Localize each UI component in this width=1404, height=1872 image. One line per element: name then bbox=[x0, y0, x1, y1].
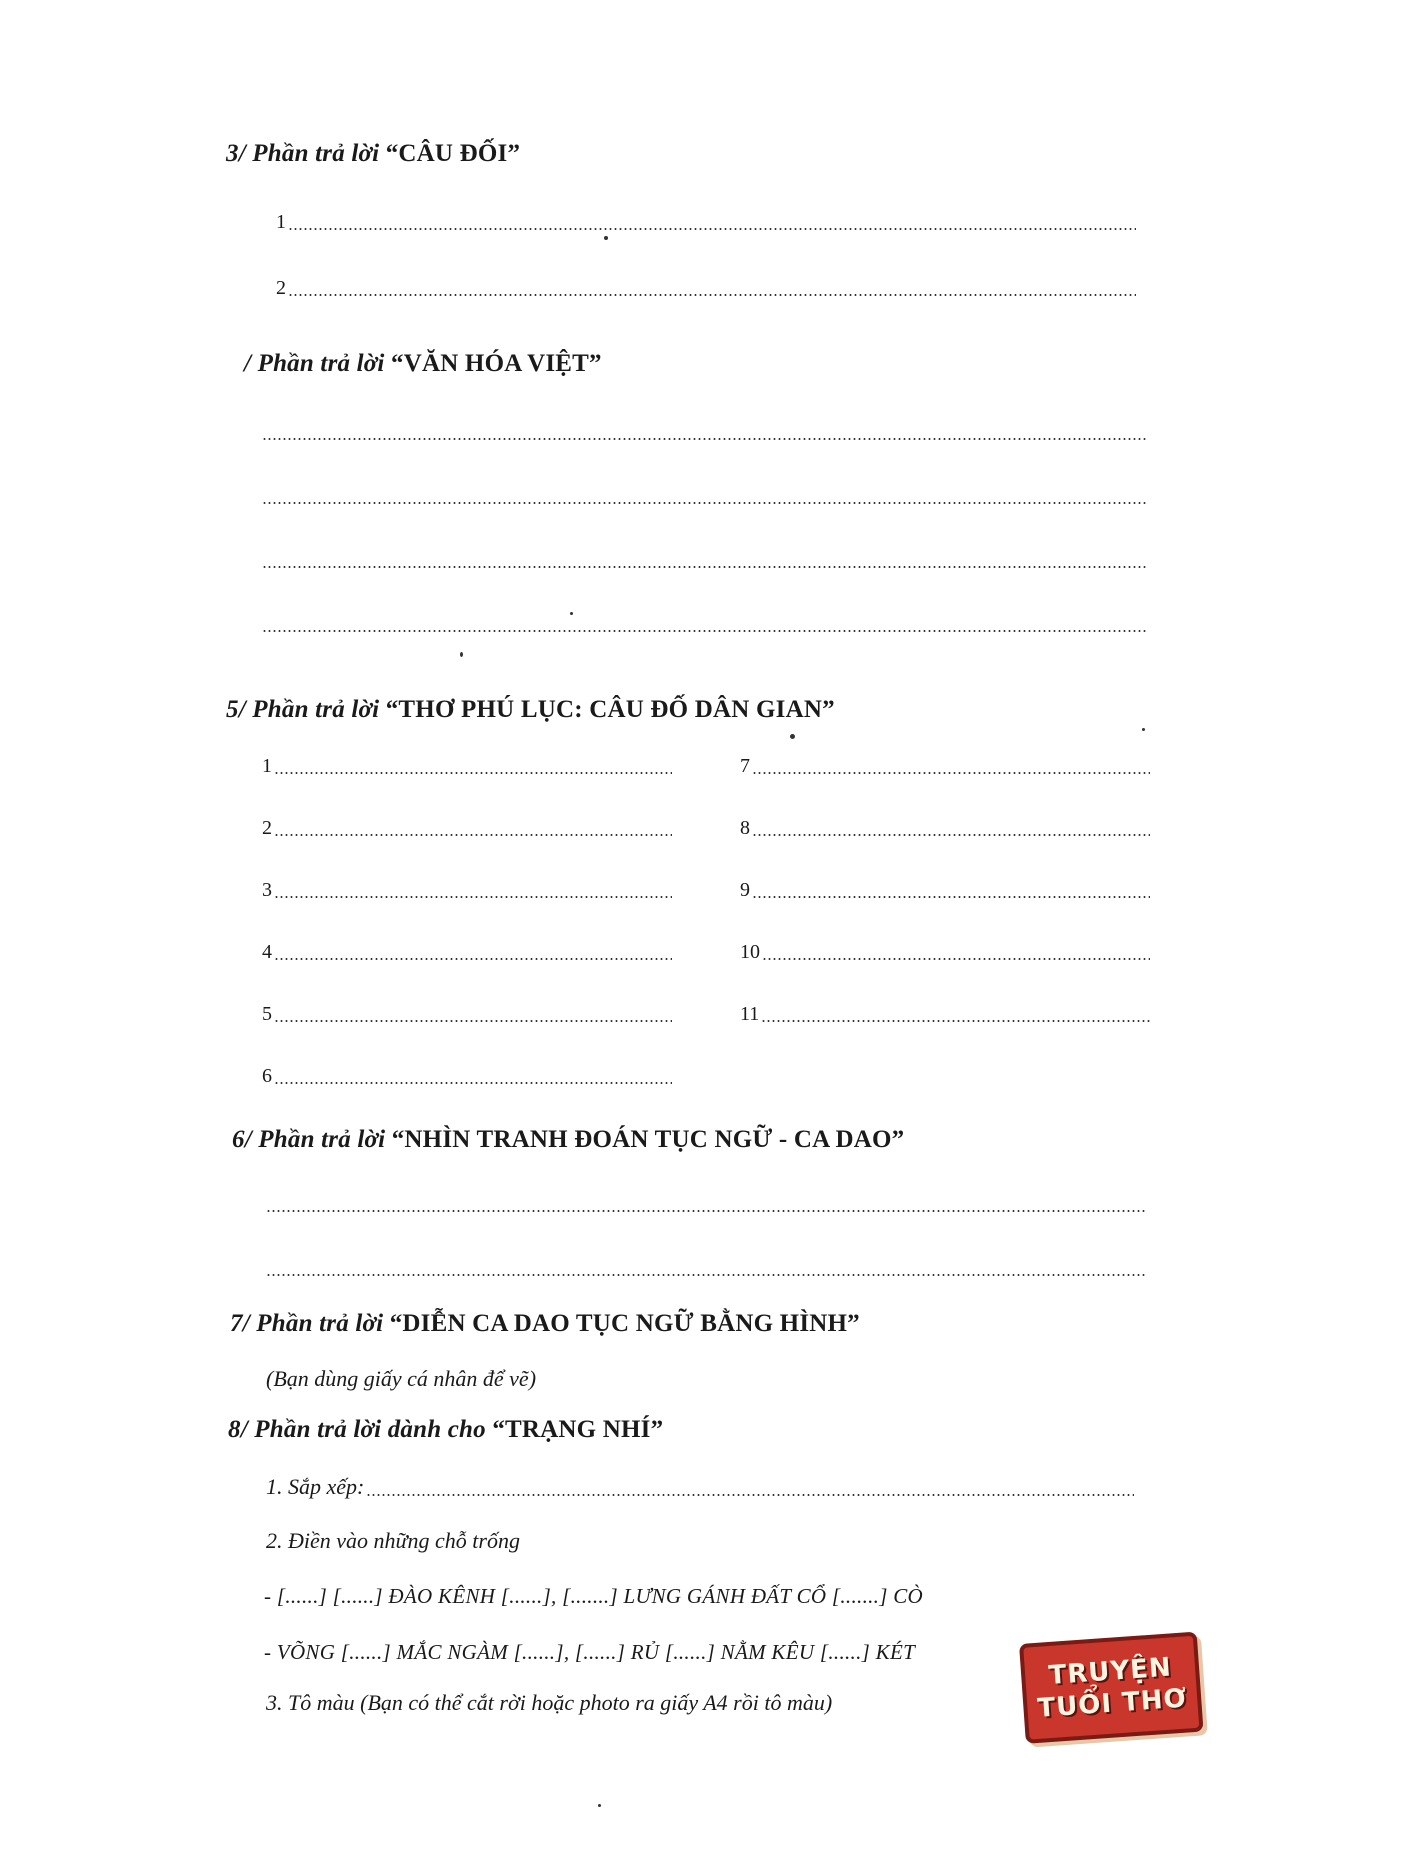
scan-speck bbox=[570, 612, 573, 615]
answer-line[interactable] bbox=[740, 1004, 1150, 1026]
section-3-heading bbox=[226, 140, 520, 168]
answer-line[interactable] bbox=[266, 1258, 1146, 1280]
line-number: 3 bbox=[262, 879, 272, 901]
section-6-heading bbox=[232, 1126, 904, 1154]
answer-line[interactable] bbox=[262, 422, 1146, 444]
section-8-title: “TRẠNG NHÍ” bbox=[492, 1416, 664, 1443]
answer-line[interactable] bbox=[262, 1004, 672, 1026]
scan-speck bbox=[790, 734, 795, 739]
section-6-label: 6/ Phần trả lời bbox=[232, 1126, 386, 1153]
section-5-title: “THƠ PHÚ LỤC: CÂU ĐỐ DÂN GIAN” bbox=[385, 696, 835, 723]
line-number: 8 bbox=[740, 817, 750, 839]
arrange-answer-line[interactable] bbox=[266, 1472, 1134, 1500]
answer-line[interactable] bbox=[740, 756, 1150, 778]
line-number: 4 bbox=[262, 941, 272, 963]
scan-speck bbox=[604, 236, 608, 240]
line-number: 6 bbox=[262, 1065, 272, 1087]
section-8-heading bbox=[228, 1416, 663, 1444]
item-2-label: 2. Điền vào những chỗ trống bbox=[266, 1528, 520, 1553]
answer-line[interactable] bbox=[740, 942, 1150, 964]
answer-line[interactable] bbox=[262, 818, 672, 840]
section-4-heading bbox=[244, 350, 602, 378]
section-5-heading bbox=[226, 696, 835, 724]
section-8-label: 8/ Phần trả lời dành cho bbox=[228, 1416, 486, 1443]
line-number: 1 bbox=[276, 211, 286, 233]
section-7-title: “DIỄN CA DAO TỤC NGỮ BẰNG HÌNH” bbox=[389, 1310, 860, 1337]
line-number: 2 bbox=[262, 817, 272, 839]
answer-line[interactable] bbox=[740, 818, 1150, 840]
scan-speck bbox=[598, 1804, 601, 1807]
section-6-title: “NHÌN TRANH ĐOÁN TỤC NGỮ - CA DAO” bbox=[391, 1126, 905, 1153]
answer-line[interactable] bbox=[740, 880, 1150, 902]
answer-line[interactable] bbox=[262, 550, 1146, 572]
answer-line[interactable] bbox=[276, 278, 1136, 300]
answer-line[interactable] bbox=[262, 942, 672, 964]
answer-line[interactable] bbox=[262, 486, 1146, 508]
line-number: 11 bbox=[740, 1003, 760, 1025]
section-7-label: 7/ Phần trả lời bbox=[230, 1310, 384, 1337]
answer-line[interactable] bbox=[262, 614, 1146, 636]
fill-blank-row-2[interactable]: - VÕNG [......] MẮC NGÀM [......], [......] RỦ [......] NẰM KÊU [......] KÉT bbox=[264, 1640, 916, 1664]
answer-line[interactable] bbox=[262, 880, 672, 902]
logo-line-2: TUỔI THƠ bbox=[1036, 1683, 1189, 1724]
line-number: 9 bbox=[740, 879, 750, 901]
answer-line[interactable] bbox=[276, 212, 1136, 234]
item-1-label: 1. Sắp xếp: bbox=[266, 1474, 365, 1499]
logo-badge bbox=[1019, 1632, 1204, 1744]
answer-line[interactable] bbox=[262, 1066, 672, 1088]
section-4-label: / Phần trả lời bbox=[244, 350, 385, 377]
section-3-title: “CÂU ĐỐI” bbox=[385, 140, 521, 167]
line-number: 2 bbox=[276, 277, 286, 299]
line-number: 7 bbox=[740, 755, 750, 777]
section-5-label: 5/ Phần trả lời bbox=[226, 696, 380, 723]
truyen-tuoi-tho-logo bbox=[1019, 1632, 1195, 1736]
line-number: 10 bbox=[740, 941, 760, 963]
answer-line[interactable] bbox=[266, 1194, 1146, 1216]
answer-line[interactable] bbox=[262, 756, 672, 778]
section-3-label: 3/ Phần trả lời bbox=[226, 140, 380, 167]
scan-speck bbox=[460, 652, 463, 657]
item-3-label: 3. Tô màu (Bạn có thể cắt rời hoặc photo ra giấy A4 rồi tô màu) bbox=[266, 1690, 833, 1715]
scan-speck bbox=[1142, 728, 1145, 731]
line-number: 1 bbox=[262, 755, 272, 777]
section-7-heading bbox=[230, 1310, 860, 1338]
logo-line-1: TRUYỆN bbox=[1047, 1652, 1173, 1692]
line-number: 5 bbox=[262, 1003, 272, 1025]
section-4-title: “VĂN HÓA VIỆT” bbox=[391, 350, 602, 377]
section-7-note: (Bạn dùng giấy cá nhân để vẽ) bbox=[266, 1366, 537, 1391]
fill-blank-row-1[interactable]: - [......] [......] ĐÀO KÊNH [......], [.......] LƯNG GÁNH ĐẤT CỔ [.......] CÒ bbox=[264, 1584, 924, 1608]
